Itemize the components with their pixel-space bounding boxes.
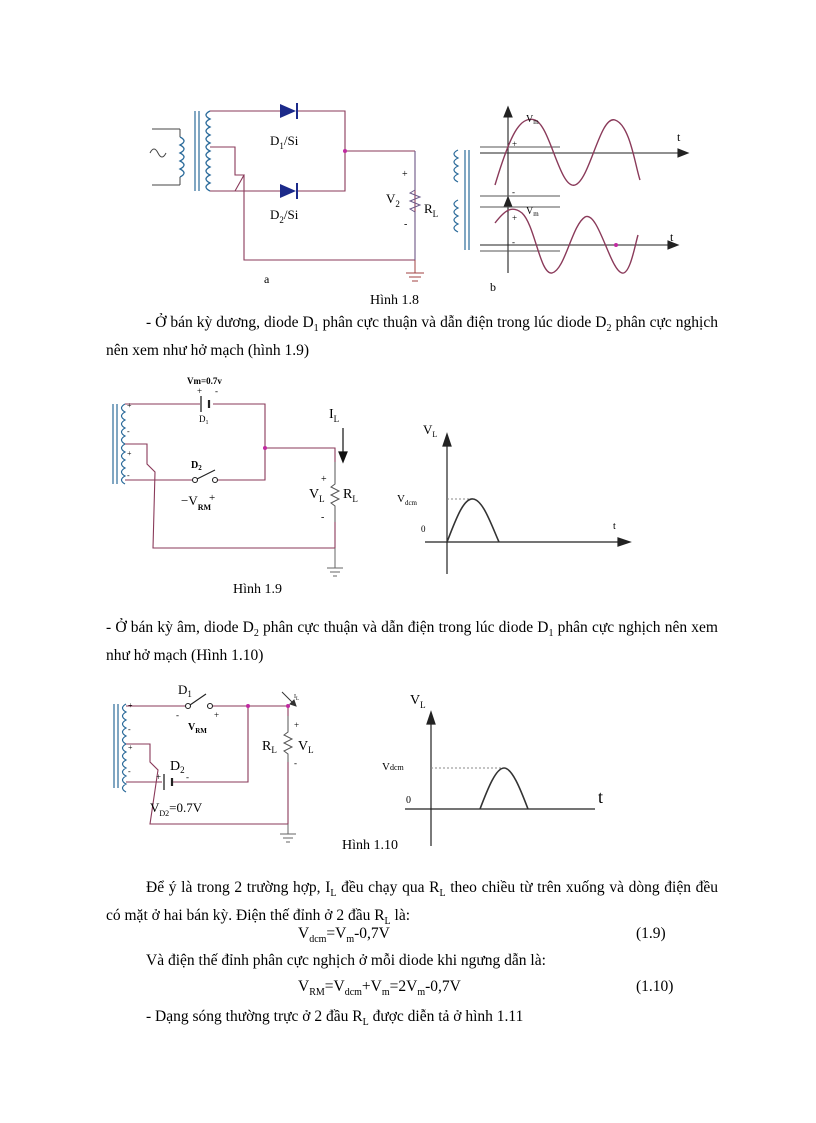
diode-d1 — [280, 103, 297, 119]
circuit-wires — [125, 404, 335, 548]
equation-1-9: $V_{dcm}=V_m-0,7V$ — [298, 925, 390, 946]
t-label: t — [598, 787, 604, 807]
vdcm-label: $V_{dcm}$ — [397, 493, 418, 507]
figure-1-10 — [110, 678, 630, 856]
plus-sign: + — [127, 401, 132, 410]
minus-sign: - — [404, 219, 408, 230]
zero-label: 0 — [406, 795, 411, 806]
d1-label: $D_1/Si$ — [270, 133, 299, 151]
vrm-label: $V_{RM}$ — [188, 722, 207, 735]
current-arrow — [339, 428, 347, 462]
figure-caption: Hình 1.9 — [233, 582, 282, 597]
waveform-transformer — [454, 150, 469, 250]
vdcm-label: Vdcm — [382, 761, 404, 773]
t-label: t — [670, 230, 674, 244]
equation-number: (1.9) — [636, 925, 666, 942]
vd2-label: $V_{D2}=0.7V$ — [150, 800, 203, 818]
plus-sign: + — [214, 710, 220, 720]
plus-sign: + — [197, 386, 203, 396]
zero-label: 0 — [421, 524, 426, 534]
circuit-wires — [210, 111, 415, 260]
minus-sign: - — [512, 237, 515, 247]
graph-axes — [405, 712, 595, 846]
il-label: $I_L$ — [294, 694, 300, 702]
minus-sign: - — [128, 767, 131, 776]
d2-label: $D_2$ — [191, 460, 202, 472]
battery-symbol — [164, 774, 172, 790]
figure-1-9 — [105, 372, 645, 604]
minus-sign: - — [176, 710, 179, 720]
equation-1-10: $V_{RM}=V_{dcm}+V_m=2V_m-0,7V$ — [298, 978, 461, 999]
rl-label: $R_L$ — [262, 739, 277, 755]
plus-sign: + — [512, 213, 518, 223]
resistor-rl — [284, 716, 292, 762]
ground-symbol — [280, 824, 296, 842]
paragraph: - Dạng sóng thường trực ở 2 đầu $R_L$ được diễn tả ở hình 1.11 — [146, 1008, 524, 1029]
rl-label: $R_L$ — [343, 487, 358, 504]
open-switch-d2 — [193, 470, 218, 483]
d2-label: $D_2$ — [170, 759, 185, 775]
minus-sign: - — [321, 512, 325, 523]
plus-sign: + — [156, 772, 162, 782]
half-wave-pulse — [480, 768, 528, 809]
minus-sign: - — [127, 471, 130, 480]
minus-sign: - — [294, 758, 297, 768]
transformer-secondary — [114, 704, 126, 792]
plus-sign: + — [294, 720, 300, 730]
resistor-rl — [331, 462, 339, 522]
vl-label: $V_L$ — [298, 739, 314, 755]
figure-caption: Hình 1.8 — [370, 293, 419, 308]
plus-sign: + — [512, 139, 518, 149]
diode-d2 — [280, 183, 297, 199]
half-wave-pulse — [447, 499, 499, 542]
battery-symbol — [201, 396, 209, 412]
equation-number: (1.10) — [636, 978, 674, 995]
vm-label: $V_m$ — [526, 114, 539, 126]
figure-1-8 — [140, 95, 700, 310]
paragraph: Và điện thế đỉnh phân cực nghịch ở mỗi diode khi ngưng dẫn là: — [146, 952, 546, 969]
transformer-primary — [180, 137, 184, 177]
ground-symbol — [406, 260, 424, 281]
label-a: a — [264, 272, 270, 286]
v2-label: $V_2$ — [386, 191, 400, 209]
transformer-secondary — [113, 404, 125, 484]
rl-label: $R_L$ — [424, 201, 439, 219]
axis-vl-label: $V_L$ — [410, 693, 426, 710]
figure-caption: Hình 1.10 — [342, 838, 398, 853]
d1-label: $D_1$ — [199, 414, 209, 426]
vm-label: $V_m$ — [526, 206, 539, 218]
graph-axes — [425, 434, 630, 574]
paragraph: - Ở bán kỳ dương, diode $D_1$ phân cực thuận và dẫn điện trong lúc diode $D_2$ phân cực nghịch nên xem như hở mạch (hình 1.9) — [106, 314, 718, 360]
paragraph: - Ở bán kỳ âm, diode $D_2$ phân cực thuận và dẫn điện trong lúc diode $D_1$ phân cực nghịch nên xem như hở mạch (Hình 1.10) — [106, 619, 718, 665]
d1-label: $D_1$ — [178, 682, 192, 699]
plus-sign: + — [127, 449, 132, 458]
vrm-label: $-V_{RM}$ — [181, 493, 212, 512]
minus-sign: - — [186, 772, 189, 782]
vm-label: Vm=0.7v — [187, 376, 222, 386]
il-label: $I_L$ — [329, 407, 340, 424]
minus-sign: - — [512, 187, 515, 197]
minus-sign: - — [127, 427, 130, 436]
d2-label: $D_2/Si$ — [270, 207, 299, 225]
ac-source-symbol — [150, 129, 180, 185]
waveform-top — [495, 119, 640, 185]
label-b: b — [490, 280, 496, 294]
transformer-secondary — [206, 111, 210, 191]
minus-sign: - — [128, 725, 131, 734]
plus-sign: + — [128, 701, 133, 710]
t-label: t — [677, 130, 681, 144]
ground-symbol — [327, 548, 343, 576]
plus-sign: + — [209, 492, 216, 504]
plus-sign: + — [402, 169, 408, 180]
minus-sign: - — [215, 386, 218, 396]
paragraph: Để ý là trong 2 trường hợp, $I_L$ đều chạy qua $R_L$ theo chiều từ trên xuống và dòng điện đều có mặt ở hai bán kỳ. Điện thế đỉnh ở 2 đầu $R_L$ là: — [106, 879, 718, 928]
waveform-lines — [480, 147, 560, 251]
axis-vl-label: $V_L$ — [423, 422, 438, 439]
t-label: t — [613, 521, 616, 532]
vl-label: $V_L$ — [309, 487, 325, 504]
plus-sign: + — [321, 474, 327, 485]
plus-sign: + — [128, 743, 133, 752]
